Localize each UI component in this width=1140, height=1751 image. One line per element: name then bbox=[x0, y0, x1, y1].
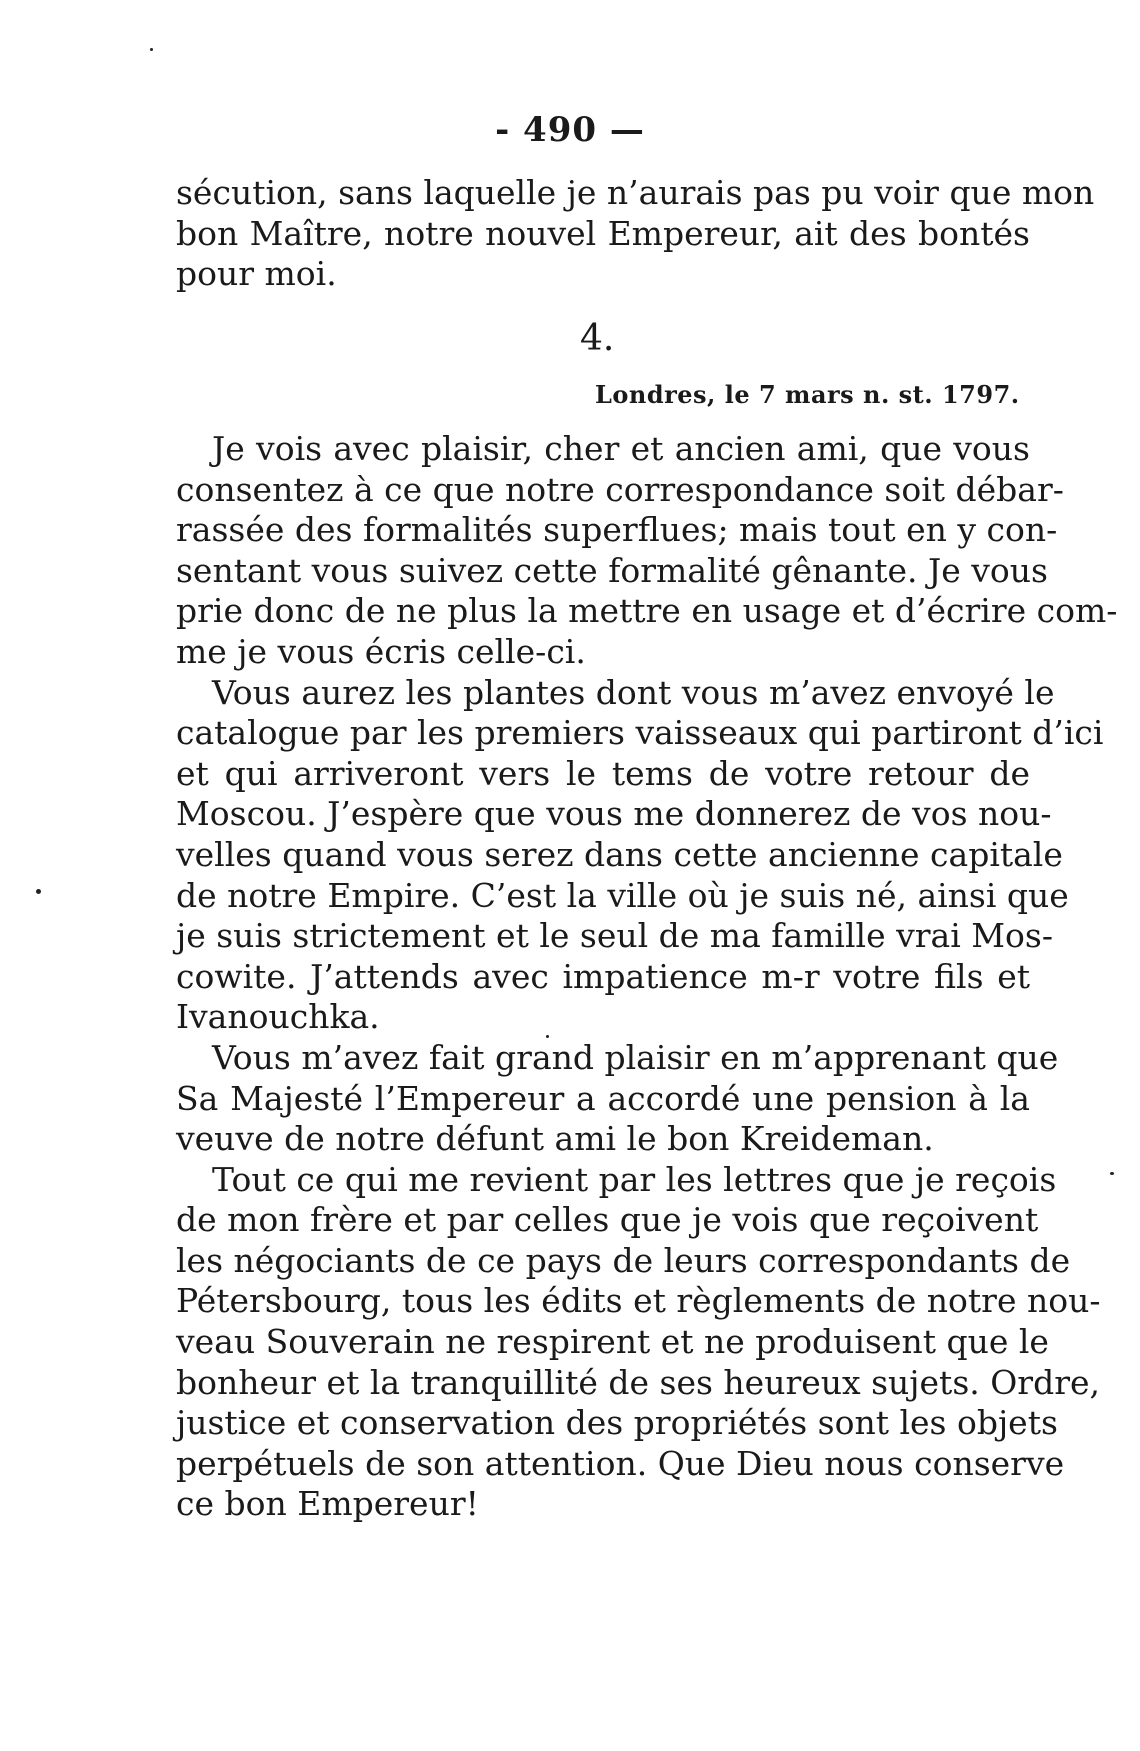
text-line: Moscou. J’espère que vous me donnerez de vos nou- bbox=[176, 794, 1052, 834]
text-line: Je vois avec plaisir, cher et ancien ami, que vous bbox=[212, 429, 1030, 468]
text-line: perpétuels de son attention. Que Dieu nous conserve bbox=[176, 1443, 1065, 1483]
text-line: bonheur et la tranquillité de ses heureux sujets. Ordre, bbox=[176, 1362, 1100, 1402]
page-number: - 490 — bbox=[495, 110, 645, 150]
print-speck bbox=[150, 48, 153, 51]
text-line: de mon frère et par celles que je vois que reçoivent bbox=[176, 1200, 1039, 1240]
text-line: Ivanouchka. bbox=[176, 997, 380, 1037]
text-line: pour moi. bbox=[176, 254, 337, 294]
text-line: me je vous écris celle-ci. bbox=[176, 631, 586, 671]
continuation-text bbox=[176, 173, 1095, 295]
letter-dateline: Londres, le 7 mars n. st. 1797. bbox=[595, 380, 1020, 409]
print-speck bbox=[36, 889, 41, 894]
text-line: Vous m’avez fait grand plaisir en m’apprenant que bbox=[212, 1037, 1059, 1077]
text-line: veau Souverain ne respirent et ne produisent que le bbox=[176, 1322, 1049, 1362]
text-line: Vous aurez les plantes dont vous m’avez envoyé le bbox=[212, 672, 1055, 712]
text-line: sentant vous suivez cette formalité gênante. Je vous bbox=[176, 550, 1048, 590]
text-line: bon Maître, notre nouvel Empereur, ait des bontés bbox=[176, 213, 1030, 253]
text-line: les négociants de ce pays de leurs correspondants de bbox=[176, 1240, 1071, 1280]
text-line: prie donc de ne plus la mettre en usage et d’écrire com- bbox=[176, 591, 1118, 631]
text-line: rassée des formalités superflues; mais tout en y con- bbox=[176, 510, 1058, 550]
text-line: je suis strictement et le seul de ma famille vrai Mos- bbox=[176, 916, 1053, 956]
letter-number: 4. bbox=[580, 318, 615, 359]
text-line: et qui arriveront vers le tems de votre retour de bbox=[176, 753, 1030, 793]
text-line: Sa Majesté l’Empereur a accordé une pension à la bbox=[176, 1078, 1030, 1118]
text-line: cowite. J’attends avec impatience m-r votre fils et bbox=[176, 956, 1030, 996]
text-line: Pétersbourg, tous les édits et règlements de notre nou- bbox=[176, 1281, 1101, 1321]
text-line: consentez à ce que notre correspondance soit débar- bbox=[176, 469, 1064, 509]
text-line: veuve de notre défunt ami le bon Kreideman. bbox=[176, 1119, 934, 1159]
letter-body bbox=[176, 429, 1118, 1525]
text-line: sécution, sans laquelle je n’aurais pas pu voir que mon bbox=[176, 173, 1095, 212]
text-line: justice et conservation des propriétés sont les objets bbox=[176, 1403, 1058, 1443]
text-line: de notre Empire. C’est la ville où je suis né, ainsi que bbox=[176, 875, 1069, 915]
print-speck bbox=[1110, 1172, 1114, 1175]
text-line: velles quand vous serez dans cette ancienne capitale bbox=[176, 834, 1063, 874]
text-line: ce bon Empereur! bbox=[176, 1484, 479, 1524]
print-speck bbox=[546, 1035, 549, 1038]
text-line: Tout ce qui me revient par les lettres que je reçois bbox=[212, 1159, 1057, 1199]
text-line: catalogue par les premiers vaisseaux qui partiront d’ici bbox=[176, 713, 1104, 753]
